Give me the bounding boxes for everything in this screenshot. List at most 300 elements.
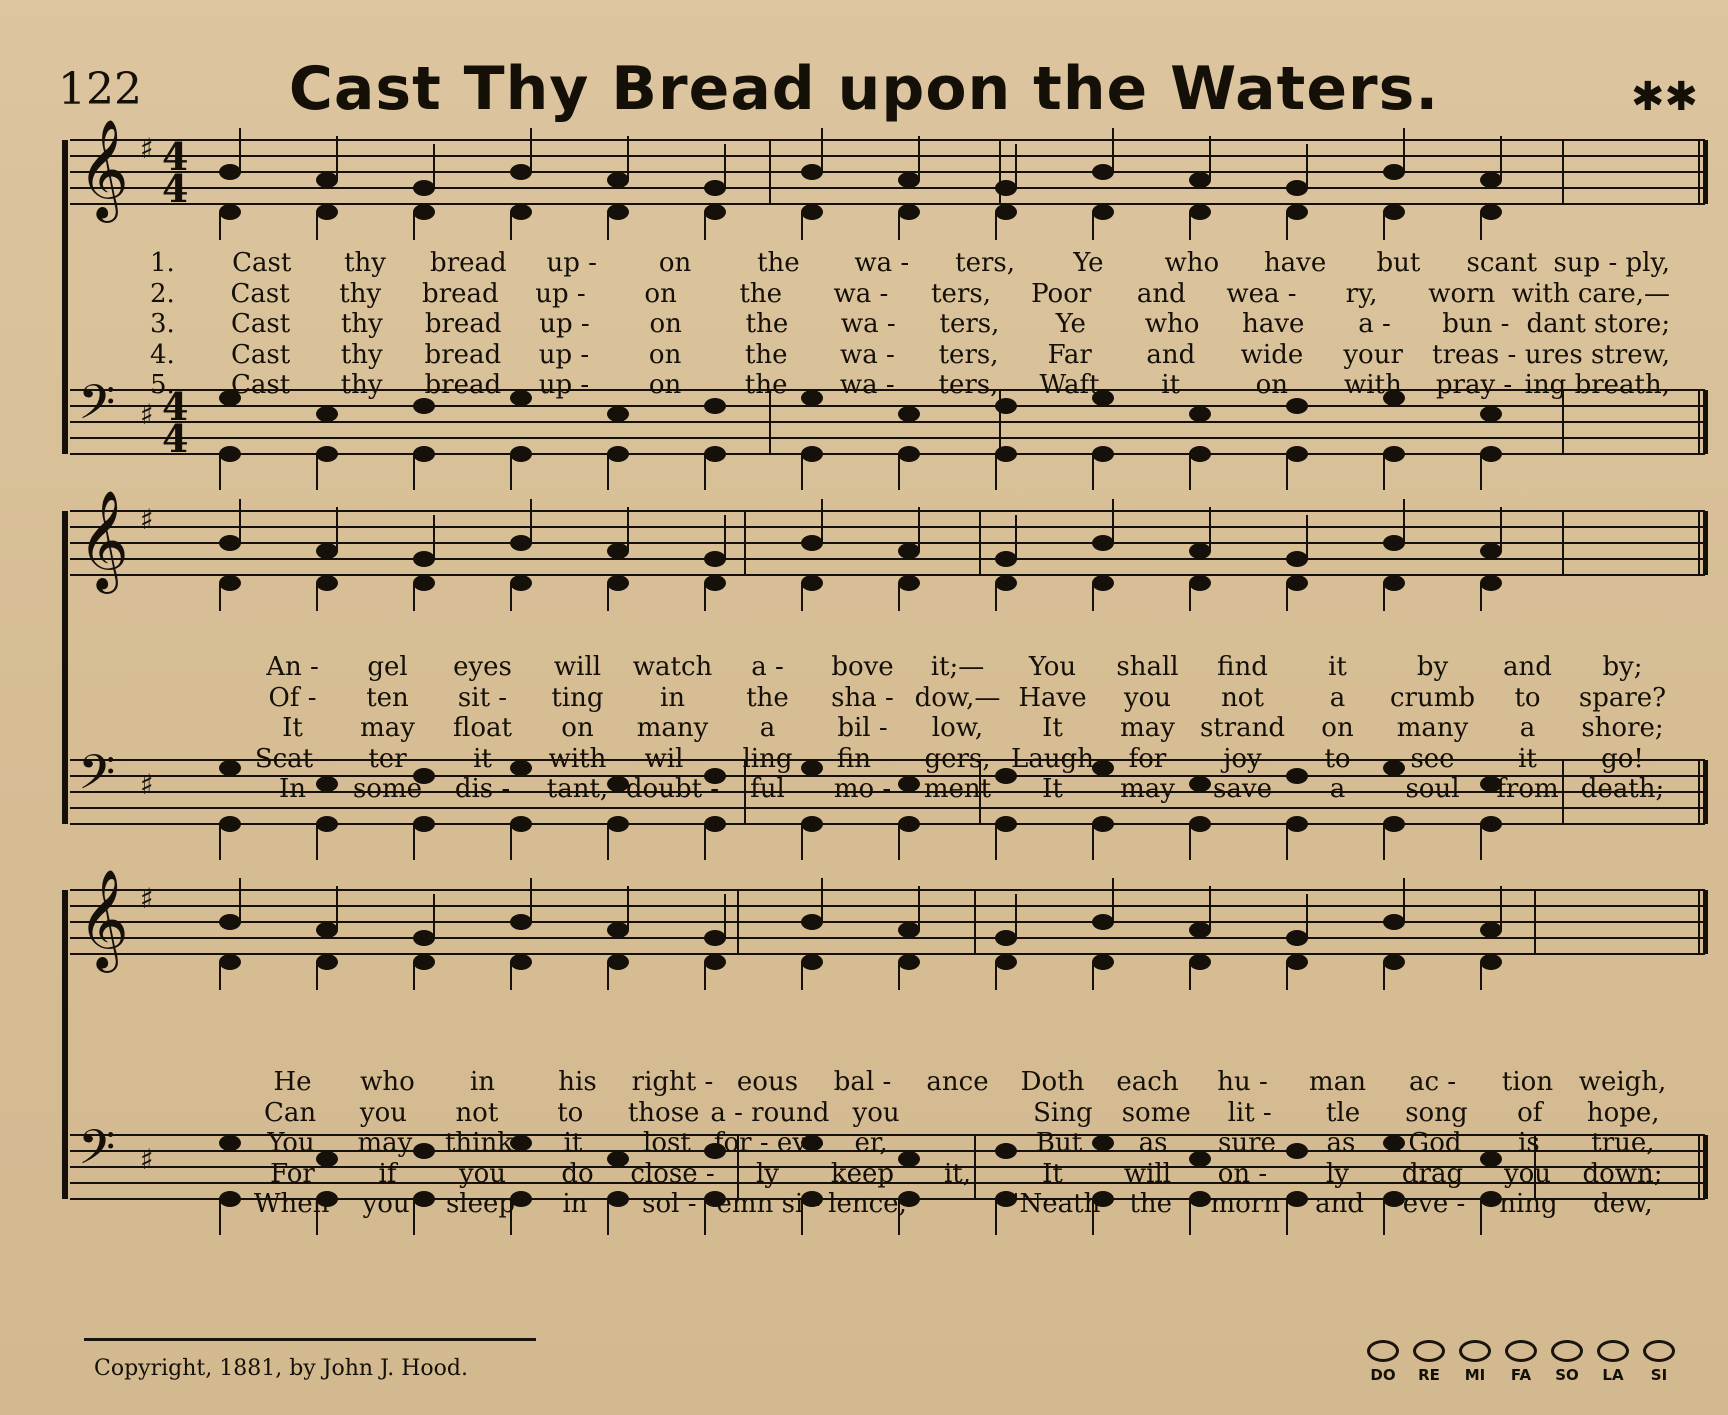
lyric-syllable: the bbox=[744, 339, 788, 370]
legend-item bbox=[1410, 1340, 1448, 1384]
copyright-notice bbox=[94, 1356, 468, 1381]
lyric-syllable: bal - bbox=[833, 1067, 892, 1098]
verse-line bbox=[150, 774, 1670, 805]
note-head bbox=[413, 930, 435, 946]
lyric-syllable: ance bbox=[926, 1067, 989, 1098]
bass-clef-icon: 𝄢 bbox=[78, 374, 116, 442]
lyric-syllable: watch bbox=[632, 652, 713, 683]
note-head bbox=[801, 164, 823, 180]
note-head bbox=[1480, 575, 1502, 591]
note-head bbox=[898, 172, 920, 188]
lyric-syllable: strand bbox=[1199, 713, 1286, 744]
lyric-syllable: will bbox=[553, 652, 602, 683]
lyric-syllable: true, bbox=[1591, 1128, 1655, 1159]
treble-clef-icon: 𝄞 bbox=[78, 119, 129, 219]
lyric-syllable: scant bbox=[1466, 248, 1538, 279]
system-bracket bbox=[62, 511, 68, 824]
treble-clef-icon: 𝄞 bbox=[78, 490, 129, 590]
time-signature: 4 bbox=[162, 384, 189, 429]
lyric-syllable: bread bbox=[424, 370, 502, 401]
verse-line bbox=[150, 279, 1670, 310]
note-head bbox=[801, 914, 823, 930]
lyric-syllable: with bbox=[1344, 370, 1402, 401]
lyric-syllable: ters, bbox=[938, 370, 999, 401]
lyric-syllable: of bbox=[1517, 1097, 1543, 1128]
lyric-syllable: float bbox=[453, 713, 512, 744]
note-head bbox=[1189, 816, 1211, 832]
lyric-syllable: shall bbox=[1116, 652, 1179, 683]
note-head bbox=[219, 535, 241, 551]
key-sharp-icon: ♯ bbox=[140, 882, 154, 915]
note-head bbox=[510, 954, 532, 970]
lyric-syllable: shore; bbox=[1581, 713, 1664, 744]
lyric-syllable: but bbox=[1376, 248, 1421, 279]
lyric-syllable: you bbox=[458, 1158, 507, 1189]
note-head bbox=[1480, 406, 1502, 422]
verse-number: 5. bbox=[150, 370, 175, 401]
lyric-syllable: ures strew, bbox=[1524, 339, 1671, 370]
note-head bbox=[704, 816, 726, 832]
lyric-syllable: dant store; bbox=[1526, 309, 1671, 340]
lyric-syllable: Of - bbox=[268, 682, 317, 713]
hatched-oval-icon bbox=[1505, 1340, 1537, 1362]
note-head bbox=[219, 575, 241, 591]
dotted-oval-icon bbox=[1551, 1340, 1583, 1362]
note-head bbox=[413, 816, 435, 832]
note-head bbox=[607, 446, 629, 462]
note-head bbox=[413, 446, 435, 462]
note-head bbox=[1189, 446, 1211, 462]
lyric-syllable: you bbox=[852, 1097, 900, 1128]
lyric-syllable: It bbox=[1042, 713, 1063, 744]
note-head bbox=[1189, 954, 1211, 970]
verse-line bbox=[150, 683, 1670, 714]
final-barline-thick bbox=[1703, 760, 1708, 824]
note-head bbox=[607, 543, 629, 559]
lyric-syllable: thy bbox=[339, 278, 382, 309]
lyric-syllable: treas - bbox=[1432, 339, 1517, 370]
lyric-syllable: on bbox=[649, 309, 682, 340]
lyric-syllable: wa - bbox=[840, 309, 896, 340]
lyric-syllable: with care,— bbox=[1511, 278, 1670, 309]
legend-item bbox=[1640, 1340, 1678, 1384]
lyric-syllable: mo - bbox=[833, 774, 892, 805]
note-head bbox=[704, 930, 726, 946]
verse-number: 2. bbox=[150, 278, 175, 309]
legend-syllable: SI bbox=[1650, 1366, 1668, 1384]
lyric-syllable: emn si - bbox=[716, 1189, 821, 1220]
note-head bbox=[1092, 575, 1114, 591]
note-head bbox=[607, 575, 629, 591]
note-head bbox=[1383, 954, 1405, 970]
lyric-syllable: thy bbox=[340, 309, 383, 340]
note-head bbox=[704, 551, 726, 567]
note-head bbox=[801, 575, 823, 591]
lyric-syllable: Doth bbox=[1020, 1067, 1085, 1098]
system-bracket bbox=[62, 140, 68, 454]
lyric-syllable: right - bbox=[631, 1067, 714, 1098]
lyric-syllable: joy bbox=[1223, 743, 1262, 774]
lyric-syllable: in bbox=[469, 1067, 496, 1098]
note-head bbox=[1286, 816, 1308, 832]
verse-line bbox=[150, 340, 1670, 371]
legend-item bbox=[1548, 1340, 1586, 1384]
note-head bbox=[510, 816, 532, 832]
lyric-syllable: do bbox=[561, 1158, 594, 1189]
note-head bbox=[704, 575, 726, 591]
lyric-syllable: you bbox=[362, 1189, 410, 1220]
lyric-syllable: wa - bbox=[854, 248, 910, 279]
note-head bbox=[1383, 914, 1405, 930]
note-head bbox=[510, 446, 532, 462]
lyric-syllable: some bbox=[352, 774, 423, 805]
lyric-syllable: bread bbox=[424, 309, 502, 340]
note-head bbox=[219, 816, 241, 832]
lyric-syllable: it bbox=[1161, 370, 1181, 401]
lyric-syllable: er, bbox=[854, 1128, 888, 1159]
lyric-syllable: death; bbox=[1580, 774, 1665, 805]
note-head bbox=[1286, 575, 1308, 591]
note-head bbox=[1092, 816, 1114, 832]
final-barline-thick bbox=[1703, 390, 1708, 454]
note-head bbox=[801, 954, 823, 970]
verse-line bbox=[150, 652, 1670, 683]
note-head bbox=[316, 172, 338, 188]
lyric-syllable: For bbox=[270, 1158, 315, 1189]
lyric-syllable: think bbox=[444, 1128, 513, 1159]
time-signature: 4 bbox=[162, 134, 189, 179]
lyric-syllable: the bbox=[757, 248, 800, 279]
lyric-syllable: Laugh bbox=[1011, 743, 1094, 774]
note-head bbox=[995, 575, 1017, 591]
lyric-syllable: tle bbox=[1325, 1097, 1361, 1128]
lyric-syllable: He bbox=[273, 1067, 312, 1098]
lyric-syllable: ning bbox=[1499, 1189, 1558, 1220]
note-head bbox=[1189, 543, 1211, 559]
lyric-syllable: eous bbox=[736, 1067, 799, 1098]
lyric-syllable: who bbox=[1144, 309, 1200, 340]
lyric-syllable: a - bbox=[1358, 309, 1391, 340]
lyric-syllable: a - round bbox=[710, 1097, 830, 1128]
note-head bbox=[898, 446, 920, 462]
lyric-syllable: worn bbox=[1428, 278, 1496, 309]
lyric-syllable: 'Neath bbox=[1012, 1189, 1101, 1220]
lyric-syllable: Scat - bbox=[254, 743, 331, 774]
lyric-syllable: It bbox=[1042, 1158, 1063, 1189]
lyric-syllable: on bbox=[648, 339, 682, 370]
lyric-syllable: When bbox=[253, 1189, 330, 1220]
verse-number: 1. bbox=[150, 248, 175, 279]
note-head bbox=[316, 575, 338, 591]
lyric-syllable: by bbox=[1416, 652, 1449, 683]
note-head bbox=[607, 172, 629, 188]
lyric-syllable: and bbox=[1315, 1189, 1365, 1220]
verse-line bbox=[150, 1189, 1670, 1220]
lyric-syllable: bread bbox=[430, 248, 507, 279]
lyric-syllable: it bbox=[473, 743, 492, 774]
note-head bbox=[898, 922, 920, 938]
lyric-syllable: each bbox=[1116, 1067, 1179, 1098]
note-head bbox=[413, 954, 435, 970]
lyric-syllable: sure bbox=[1218, 1128, 1276, 1159]
lyric-syllable: you bbox=[1123, 682, 1172, 713]
legend-syllable: DO bbox=[1370, 1366, 1396, 1384]
note-head bbox=[898, 575, 920, 591]
lyric-syllable: as bbox=[1138, 1128, 1168, 1159]
lyric-syllable: save bbox=[1213, 774, 1272, 805]
lyric-syllable: those bbox=[627, 1097, 700, 1128]
lyric-syllable: man bbox=[1309, 1067, 1366, 1098]
note-head bbox=[510, 164, 532, 180]
note-head bbox=[1189, 204, 1211, 220]
lyric-syllable: up - bbox=[535, 278, 586, 309]
legend-item bbox=[1502, 1340, 1540, 1384]
lyric-syllable: go! bbox=[1601, 743, 1644, 774]
lyric-syllable: up - bbox=[546, 248, 597, 279]
lyric-syllable: on bbox=[658, 248, 692, 279]
lyric-syllable: ters, bbox=[931, 278, 991, 309]
lyric-syllable: gel bbox=[367, 652, 408, 683]
note-head bbox=[510, 204, 532, 220]
note-head bbox=[1092, 164, 1114, 180]
lyric-syllable: ment bbox=[923, 774, 992, 805]
note-head bbox=[704, 204, 726, 220]
note-head bbox=[995, 204, 1017, 220]
note-head bbox=[607, 954, 629, 970]
lyric-syllable: Sing bbox=[1033, 1097, 1093, 1128]
note-head bbox=[1092, 954, 1114, 970]
note-head bbox=[316, 816, 338, 832]
lyric-syllable: it bbox=[1328, 652, 1347, 683]
note-head bbox=[510, 535, 532, 551]
lyric-syllable: will bbox=[1123, 1158, 1172, 1189]
verses-system-2 bbox=[150, 652, 1670, 805]
note-head bbox=[995, 446, 1017, 462]
key-sharp-icon: ♯ bbox=[140, 1143, 154, 1176]
time-signature: 4 bbox=[162, 166, 189, 211]
lyric-syllable: eyes bbox=[453, 652, 512, 683]
note-head bbox=[1092, 535, 1114, 551]
page-footer bbox=[0, 1330, 1728, 1410]
lyric-syllable: dow,— bbox=[914, 682, 1001, 713]
lyric-syllable: down; bbox=[1582, 1158, 1663, 1189]
lyric-syllable: his bbox=[558, 1067, 597, 1098]
note-head bbox=[801, 535, 823, 551]
note-head bbox=[1092, 446, 1114, 462]
lyric-syllable: bread bbox=[424, 339, 502, 370]
lyric-syllable: a bbox=[759, 713, 776, 744]
note-head bbox=[219, 954, 241, 970]
note-head bbox=[413, 551, 435, 567]
lyric-syllable: sup - ply, bbox=[1553, 248, 1670, 279]
verse-line bbox=[150, 1128, 1670, 1159]
verse-line bbox=[150, 309, 1670, 340]
legend-syllable: RE bbox=[1418, 1366, 1440, 1384]
key-sharp-icon: ♯ bbox=[140, 132, 154, 165]
lyric-syllable: who bbox=[360, 1067, 415, 1098]
lyric-syllable: it bbox=[1518, 743, 1537, 774]
lyric-syllable: Far bbox=[1047, 339, 1092, 370]
lyric-syllable: is bbox=[1518, 1128, 1540, 1159]
lyric-syllable: It bbox=[1042, 774, 1063, 805]
lyric-syllable: from bbox=[1496, 774, 1559, 805]
lyric-syllable: Have bbox=[1018, 682, 1087, 713]
lyric-syllable: if bbox=[378, 1158, 397, 1189]
lyric-syllable: up - bbox=[539, 309, 590, 340]
lyric-syllable: thy bbox=[340, 370, 383, 401]
lyric-syllable: and bbox=[1503, 652, 1552, 683]
verse-line bbox=[150, 1098, 1670, 1129]
note-head bbox=[316, 204, 338, 220]
treble-clef-icon: 𝄞 bbox=[78, 869, 129, 969]
lyric-syllable: You bbox=[1028, 652, 1077, 683]
note-head bbox=[1480, 954, 1502, 970]
lyric-syllable: tion bbox=[1501, 1067, 1554, 1098]
note-head bbox=[898, 406, 920, 422]
lyric-syllable: it;— bbox=[930, 652, 985, 683]
lyric-syllable: ly bbox=[755, 1158, 779, 1189]
lyric-syllable: ters, bbox=[955, 248, 1016, 279]
lyric-syllable: ters, bbox=[939, 309, 1000, 340]
lyric-syllable: to bbox=[1514, 682, 1541, 713]
lyric-syllable: low, bbox=[931, 713, 984, 744]
lyric-syllable: to bbox=[1324, 743, 1351, 774]
lyric-syllable: sleep bbox=[445, 1189, 516, 1220]
note-head bbox=[704, 954, 726, 970]
lyric-syllable: in bbox=[562, 1189, 588, 1220]
legend-item bbox=[1456, 1340, 1494, 1384]
note-head bbox=[1286, 180, 1308, 196]
lyric-syllable: ten bbox=[366, 682, 409, 713]
hymn-title: Cast Thy Bread upon the Waters. bbox=[288, 54, 1440, 124]
lyric-syllable: a bbox=[1329, 682, 1346, 713]
lyric-syllable: gers, bbox=[924, 743, 991, 774]
note-head bbox=[898, 543, 920, 559]
lyric-syllable: sha - bbox=[831, 682, 894, 713]
final-barline-thick bbox=[1703, 890, 1708, 954]
note-head bbox=[1286, 930, 1308, 946]
legend-syllable: SO bbox=[1555, 1366, 1579, 1384]
lyric-syllable: may bbox=[1120, 713, 1175, 744]
legend-syllable: LA bbox=[1602, 1366, 1624, 1384]
lyric-syllable: ting bbox=[551, 682, 604, 713]
note-head bbox=[1383, 535, 1405, 551]
note-head bbox=[1383, 164, 1405, 180]
copyright-text: Copyright, 1881, by John J. Hood. bbox=[94, 1356, 468, 1381]
note-head bbox=[219, 164, 241, 180]
lyric-syllable: bove bbox=[831, 652, 894, 683]
lyric-syllable: it, bbox=[943, 1158, 972, 1189]
verse-line bbox=[150, 713, 1670, 744]
lyric-syllable: ter bbox=[368, 743, 407, 774]
note-head bbox=[316, 446, 338, 462]
lyric-syllable: hu - bbox=[1217, 1067, 1268, 1098]
lyric-syllable: drag bbox=[1401, 1158, 1464, 1189]
note-head bbox=[607, 406, 629, 422]
lyric-syllable: ry, bbox=[1345, 278, 1378, 309]
note-head bbox=[1480, 172, 1502, 188]
lyric-syllable: Cast bbox=[230, 339, 291, 370]
lyric-syllable: to bbox=[557, 1097, 584, 1128]
note-head bbox=[995, 180, 1017, 196]
lyric-syllable: It bbox=[282, 713, 303, 744]
lyric-syllable: the bbox=[1129, 1189, 1173, 1220]
note-head bbox=[1092, 914, 1114, 930]
lyric-syllable: and bbox=[1136, 278, 1186, 309]
lyric-syllable: Cast bbox=[231, 309, 291, 340]
note-head bbox=[1189, 575, 1211, 591]
crossed-oval-icon bbox=[1413, 1340, 1445, 1362]
lyric-syllable: up - bbox=[538, 339, 590, 370]
verse-number: 4. bbox=[150, 339, 175, 370]
note-head bbox=[510, 914, 532, 930]
lyric-syllable: Ye bbox=[1073, 248, 1104, 279]
split-oval-icon bbox=[1459, 1340, 1491, 1362]
lyric-syllable: on bbox=[1321, 713, 1354, 744]
lyric-syllable: on bbox=[1255, 370, 1289, 401]
lyric-syllable: who bbox=[1164, 248, 1220, 279]
lyric-syllable: have bbox=[1263, 248, 1327, 279]
system-bracket bbox=[62, 890, 68, 1199]
final-barline-thick bbox=[1703, 140, 1708, 204]
bass-clef-icon: 𝄢 bbox=[78, 1119, 116, 1187]
lyric-syllable: You bbox=[267, 1128, 315, 1159]
lyric-syllable: Poor bbox=[1031, 278, 1092, 309]
lyric-syllable: many bbox=[636, 713, 709, 744]
lyric-syllable: ling bbox=[742, 743, 793, 774]
note-head bbox=[607, 922, 629, 938]
lyric-syllable: on bbox=[644, 278, 677, 309]
note-head bbox=[1383, 816, 1405, 832]
note-head bbox=[801, 446, 823, 462]
lyric-syllable: Cast bbox=[230, 370, 291, 401]
lyric-syllable: your bbox=[1343, 339, 1403, 370]
note-head bbox=[316, 922, 338, 938]
time-signature: 4 bbox=[162, 416, 189, 461]
page-number: 122 bbox=[58, 64, 142, 115]
lyric-syllable: as bbox=[1326, 1128, 1356, 1159]
lyric-syllable: In bbox=[278, 774, 306, 805]
legend-syllable: FA bbox=[1510, 1366, 1532, 1384]
note-head bbox=[510, 575, 532, 591]
note-head bbox=[995, 930, 1017, 946]
note-head bbox=[1189, 172, 1211, 188]
verse-line bbox=[150, 1159, 1670, 1190]
shape-note-legend bbox=[1364, 1340, 1678, 1384]
lyric-syllable: wa - bbox=[833, 278, 889, 309]
note-head bbox=[801, 204, 823, 220]
ornament-stars: ✱✱ bbox=[1630, 74, 1698, 120]
verse-line bbox=[150, 248, 1670, 279]
lyric-syllable: sol - bbox=[642, 1189, 697, 1220]
slashed-oval-icon bbox=[1597, 1340, 1629, 1362]
lyric-syllable: may bbox=[360, 713, 415, 744]
note-head bbox=[1383, 204, 1405, 220]
lyric-syllable: thy bbox=[344, 248, 386, 279]
lyric-syllable: wea - bbox=[1226, 278, 1297, 309]
lyric-syllable: wide bbox=[1240, 339, 1304, 370]
lyric-syllable: may bbox=[357, 1128, 413, 1159]
lyric-syllable: for bbox=[1128, 743, 1167, 774]
note-head bbox=[1286, 204, 1308, 220]
note-head bbox=[413, 204, 435, 220]
lyric-syllable: on bbox=[648, 370, 682, 401]
lyric-syllable: for - ev - bbox=[713, 1128, 825, 1159]
lyric-syllable: Can bbox=[264, 1097, 317, 1128]
footer-rule bbox=[84, 1338, 536, 1341]
note-head bbox=[1480, 446, 1502, 462]
lyric-syllable: soul bbox=[1405, 774, 1460, 805]
